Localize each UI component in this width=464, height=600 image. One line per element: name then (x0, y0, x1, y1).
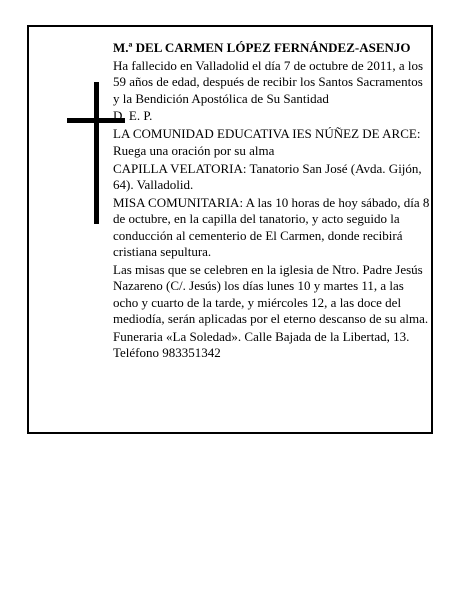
rest-in-peace: D. E. P. (113, 108, 153, 123)
death-announcement: Ha fallecido en Valladolid el día 7 de octubre de 2011, a los 59 años de edad, después de recibir los Santos Sacramentos y la Bendición Apostólica de Su Santidad (113, 57, 424, 106)
community-mass: MISA COMUNITARIA: A las 10 horas de hoy sábado, día 8 de octubre, en la capilla del tanatorio, y acto seguido la conducción al cementerio de El Carmen, donde recibirá cristiana sepultura. (113, 194, 430, 259)
announcing-community: LA COMUNIDAD EDUCATIVA IES NÚÑEZ DE ARCE: (113, 125, 421, 141)
funeral-home-contact: Funeraria «La Soledad». Calle Bajada de la Libertad, 13. Teléfono 983351342 (113, 328, 410, 360)
notice-body (113, 40, 431, 363)
cross-vertical-bar (94, 82, 99, 224)
deceased-name: M.ª DEL CARMEN LÓPEZ FERNÁNDEZ-ASENJO (113, 40, 411, 55)
funeral-chapel: CAPILLA VELATORIA: Tanatorio San José (Avda. Gijón, 64). Valladolid. (113, 160, 422, 192)
prayer-request: Ruega una oración por su alma (113, 143, 275, 158)
memorial-masses: Las misas que se celebren en la iglesia de Ntro. Padre Jesús Nazareno (C/. Jesús) los días lunes 10 y martes 11, a las ocho y cuarto de la tarde, y miércoles 12, a las doce del mediodía, serán aplicadas por el eterno descanso de su alma. (113, 261, 429, 326)
